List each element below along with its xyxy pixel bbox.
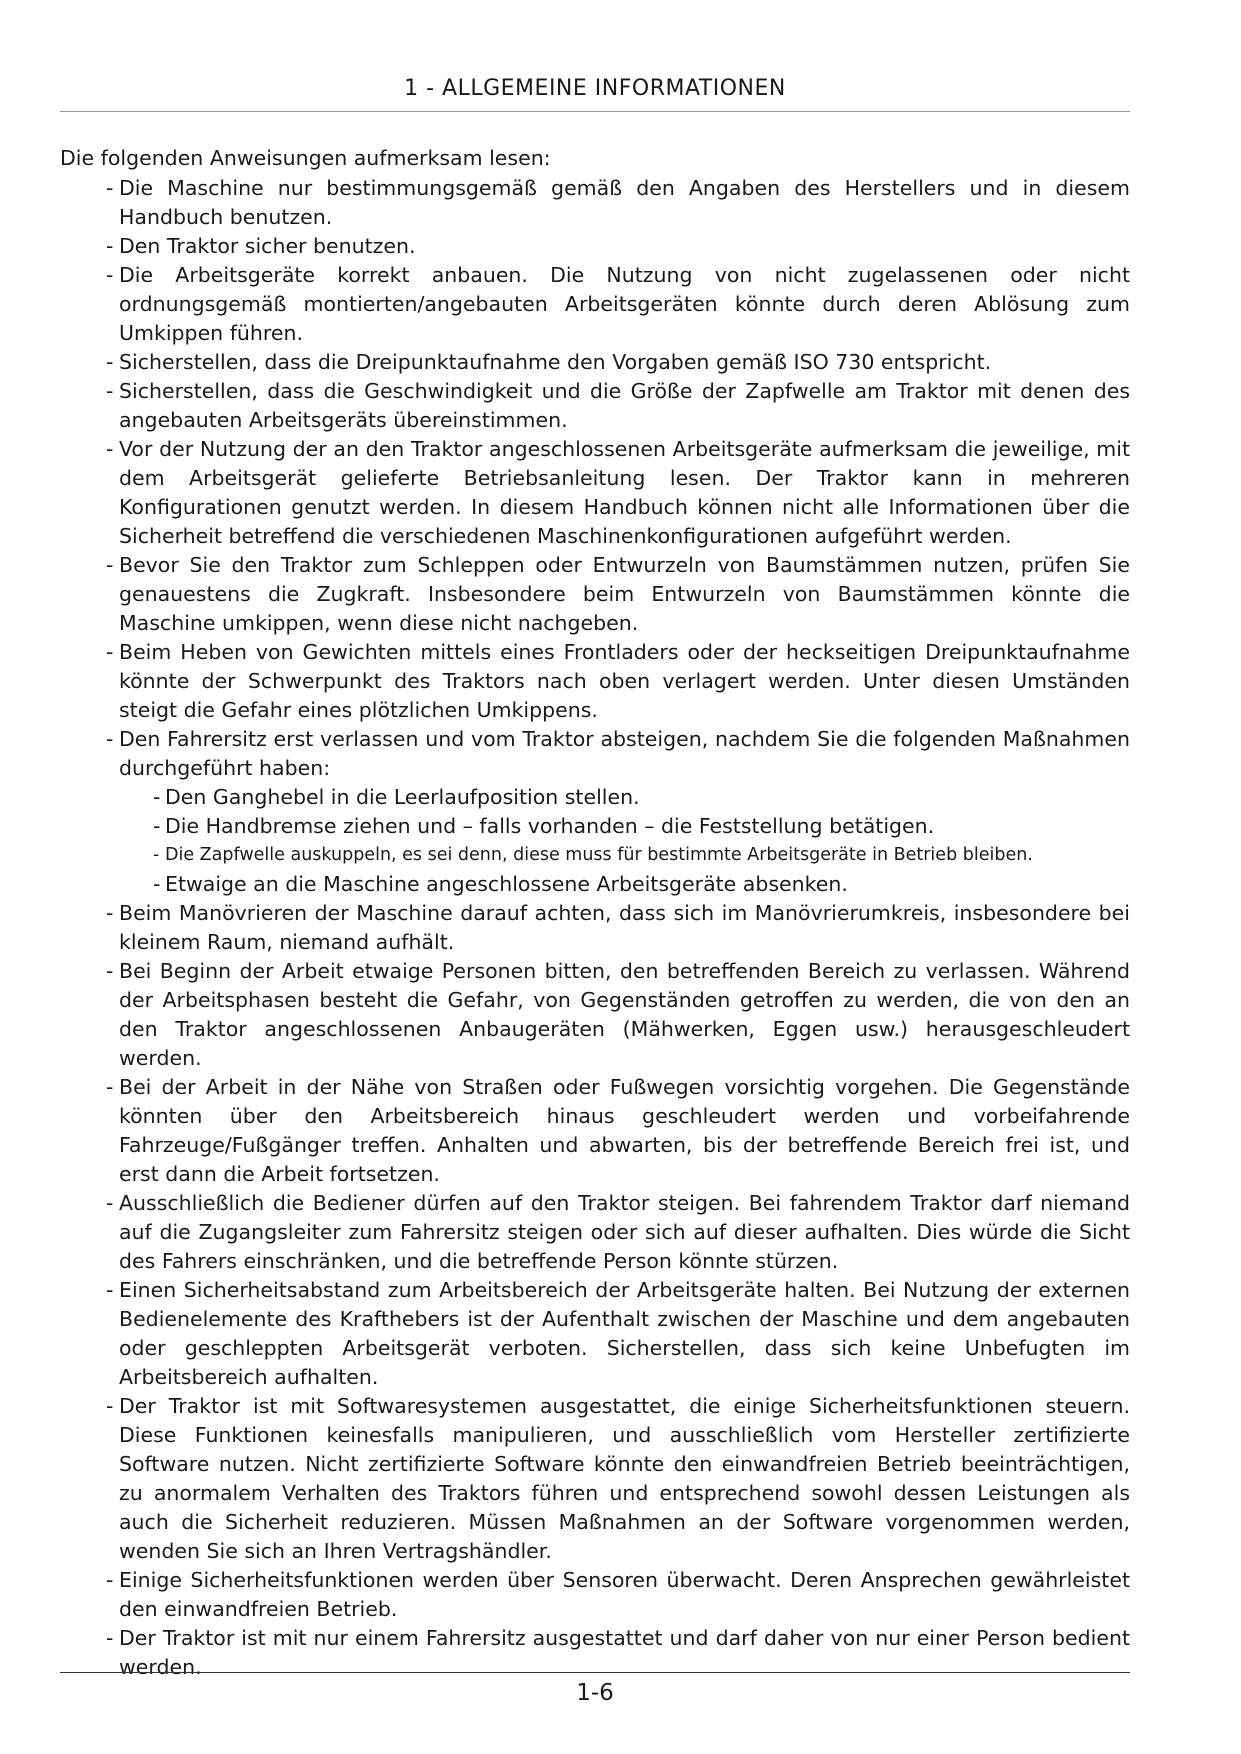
list-item (60, 899, 1130, 957)
list-dash: - (106, 1626, 114, 1650)
list-item (60, 551, 1130, 638)
sub-list-item-text: Etwaige an die Maschine angeschlossene Arbeitsgeräte absenken. (165, 872, 848, 896)
list-dash: - (106, 176, 114, 200)
list-item (60, 1624, 1130, 1682)
list-item-text: Ausschließlich die Bediener dürfen auf den Traktor steigen. Bei fahrendem Traktor darf niemand auf die Zugangsleiter zum Fahrersitz steigen oder sich auf dieser aufhalten. Dies würde die Sicht des Fahrers einschränken, und die betreffende Person könnte stürzen. (119, 1191, 1130, 1273)
list-item-text: Sicherstellen, dass die Dreipunktaufnahme den Vorgaben gemäß ISO 730 entspricht. (119, 350, 992, 374)
list-item (60, 1392, 1130, 1566)
list-item-text: Bevor Sie den Traktor zum Schleppen oder Entwurzeln von Baumstämmen nutzen, prüfen Sie genauestens die Zugkraft. Insbesondere beim Entwurzeln von Baumstämmen könnte die Maschine umkippen, wenn diese nicht nachgeben. (119, 553, 1130, 635)
list-dash: - (106, 379, 114, 403)
page-number: 1-6 (576, 1680, 614, 1706)
list-dash: - (106, 437, 114, 461)
list-dash: - (106, 350, 114, 374)
list-item (60, 1073, 1130, 1189)
list-dash: - (106, 1568, 114, 1592)
sub-list-item-text: Den Ganghebel in die Leerlaufposition stellen. (165, 785, 640, 809)
list-dash: - (106, 553, 114, 577)
list-item-text: Vor der Nutzung der an den Traktor angeschlossenen Arbeitsgeräte aufmerksam die jeweilige, mit dem Arbeitsgerät gelieferte Betriebsanleitung lesen. Der Traktor kann in mehreren Konfigurationen genutzt werden. In diesem Handbuch können nicht alle Informationen über die Sicherheit betreffend die verschiedenen Maschinenkonfigurationen aufgeführt werden. (119, 437, 1130, 548)
list-item (60, 377, 1130, 435)
list-dash: - (106, 901, 114, 925)
list-item-text: Beim Heben von Gewichten mittels eines Frontladers oder der heckseitigen Dreipunktaufnahme könnte der Schwerpunkt des Traktors nach oben verlagert werden. Unter diesen Umständen steigt die Gefahr eines plötzlichen Umkippens. (119, 640, 1130, 722)
list-item (60, 1276, 1130, 1392)
sub-list-item (119, 841, 1130, 870)
list-item (60, 1566, 1130, 1624)
list-item-text: Beim Manövrieren der Maschine darauf achten, dass sich im Manövrierumkreis, insbesondere bei kleinem Raum, niemand aufhält. (119, 901, 1130, 954)
list-item (60, 638, 1130, 725)
list-item-text: Sicherstellen, dass die Geschwindigkeit und die Größe der Zapfwelle am Traktor mit denen des angebauten Arbeitsgeräts übereinstimmen. (119, 379, 1130, 432)
safety-instructions-list (60, 174, 1130, 1682)
list-item (60, 1189, 1130, 1276)
list-item (60, 261, 1130, 348)
list-dash: - (153, 845, 160, 865)
list-dash: - (153, 872, 161, 896)
list-dash: - (106, 727, 114, 751)
list-dash: - (106, 1075, 114, 1099)
list-dash: - (106, 1191, 114, 1215)
sub-list-item-text: Die Handbremse ziehen und – falls vorhanden – die Feststellung betätigen. (165, 814, 935, 838)
list-item-text: Den Fahrersitz erst verlassen und vom Traktor absteigen, nachdem Sie die folgenden Maßnahmen durchgeführt haben: (119, 727, 1130, 780)
list-dash: - (106, 640, 114, 664)
sub-list-item (119, 783, 1130, 812)
footer-divider (60, 1672, 1130, 1673)
list-item-text: Einen Sicherheitsabstand zum Arbeitsbereich der Arbeitsgeräte halten. Bei Nutzung der externen Bedienelemente des Krafthebers ist der Aufenthalt zwischen der Maschine und dem angebauten oder geschleppten Arbeitsgerät verboten. Sicherstellen, dass sich keine Unbefugten im Arbeitsbereich aufhalten. (119, 1278, 1130, 1389)
list-item-text: Den Traktor sicher benutzen. (119, 234, 416, 258)
list-dash: - (106, 263, 114, 287)
list-item-text: Bei der Arbeit in der Nähe von Straßen oder Fußwegen vorsichtig vorgehen. Die Gegenstände könnten über den Arbeitsbereich hinaus geschleudert werden und vorbeifahrende Fahrzeuge/Fußgänger treffen. Anhalten und abwarten, bis der betreffende Bereich frei ist, und erst dann die Arbeit fortsetzen. (119, 1075, 1130, 1186)
list-item (60, 957, 1130, 1073)
list-dash: - (153, 785, 161, 809)
sub-list-item-text: Die Zapfwelle auskuppeln, es sei denn, diese muss für bestimmte Arbeitsgeräte in Betrieb bleiben. (165, 845, 1033, 865)
list-dash: - (106, 1278, 114, 1302)
list-dash: - (106, 1394, 114, 1418)
list-item-text: Die Maschine nur bestimmungsgemäß gemäß den Angaben des Herstellers und in diesem Handbuch benutzen. (119, 176, 1130, 229)
list-item-text: Bei Beginn der Arbeit etwaige Personen bitten, den betreffenden Bereich zu verlassen. Während der Arbeitsphasen besteht die Gefahr, von Gegenständen getroffen zu werden, die von den an den Traktor angeschlossenen Anbaugeräten (Mähwerken, Eggen usw.) herausgeschleudert werden. (119, 959, 1130, 1070)
shutdown-steps-list (119, 783, 1130, 899)
list-item (60, 725, 1130, 899)
intro-text: Die folgenden Anweisungen aufmerksam lesen: (60, 146, 551, 170)
list-item-text: Der Traktor ist mit Softwaresystemen ausgestattet, die einige Sicherheitsfunktionen steuern. Diese Funktionen keinesfalls manipulieren, und ausschließlich vom Hersteller zertifizierte Software nutzen. Nicht zertifizierte Software könnte den einwandfreien Betrieb beeinträchtigen, zu anormalem Verhalten des Traktors führen und entsprechend sowohl dessen Leistungen als auch die Sicherheit reduzieren. Müssen Maßnahmen an der Software vorgenommen werden, wenden Sie sich an Ihren Vertragshändler. (119, 1394, 1130, 1563)
list-item (60, 435, 1130, 551)
list-dash: - (153, 814, 161, 838)
list-item-text: Die Arbeitsgeräte korrekt anbauen. Die Nutzung von nicht zugelassenen oder nicht ordnungsgemäß montierten/angebauten Arbeitsgeräten könnte durch deren Ablösung zum Umkippen führen. (119, 263, 1130, 345)
list-item (60, 232, 1130, 261)
header-divider (60, 111, 1130, 112)
list-dash: - (106, 234, 114, 258)
list-dash: - (106, 959, 114, 983)
sub-list-item (119, 812, 1130, 841)
list-item-text: Der Traktor ist mit nur einem Fahrersitz ausgestattet und darf daher von nur einer Person bedient werden. (119, 1626, 1130, 1679)
list-item (60, 174, 1130, 232)
sub-list-item (119, 870, 1130, 899)
list-item (60, 348, 1130, 377)
page-header-title: 1 - ALLGEMEINE INFORMATIONEN (404, 76, 786, 101)
list-item-text: Einige Sicherheitsfunktionen werden über Sensoren überwacht. Deren Ansprechen gewährleistet den einwandfreien Betrieb. (119, 1568, 1130, 1621)
